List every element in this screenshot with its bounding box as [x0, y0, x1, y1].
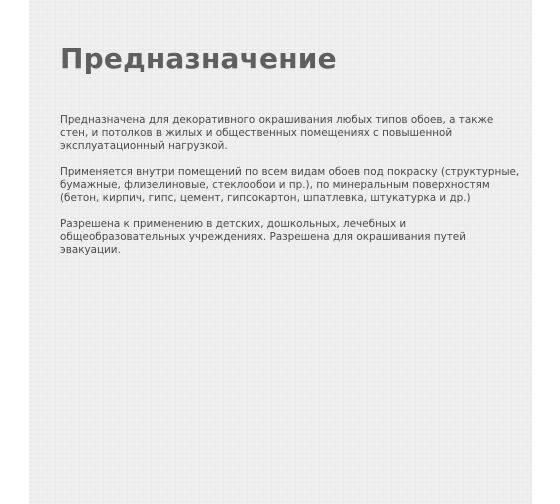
- content-panel: [29, 0, 532, 504]
- paragraph-application: Применяется внутри помещений по всем видам обоев под покраску (структурные, бумажные, флизелиновые, стеклообои и пр.), по минеральным поверхностям (бетон, кирпич, гипс, цемент, гипсокартон, шпатлевка, штукатурка и др.): [60, 166, 520, 204]
- section-body: [60, 114, 522, 270]
- section-title: Предназначение: [60, 42, 337, 75]
- paragraph-approval: Разрешена к применению в детских, дошкольных, лечебных и общеобразовательных учреждениях. Разрешена для окрашивания путей эвакуации.: [60, 218, 466, 256]
- paragraph-purpose: Предназначена для декоративного окрашивания любых типов обоев, а также стен, и потолков в жилых и общественных помещениях с повышенной эксплуатационный нагрузкой.: [60, 114, 494, 152]
